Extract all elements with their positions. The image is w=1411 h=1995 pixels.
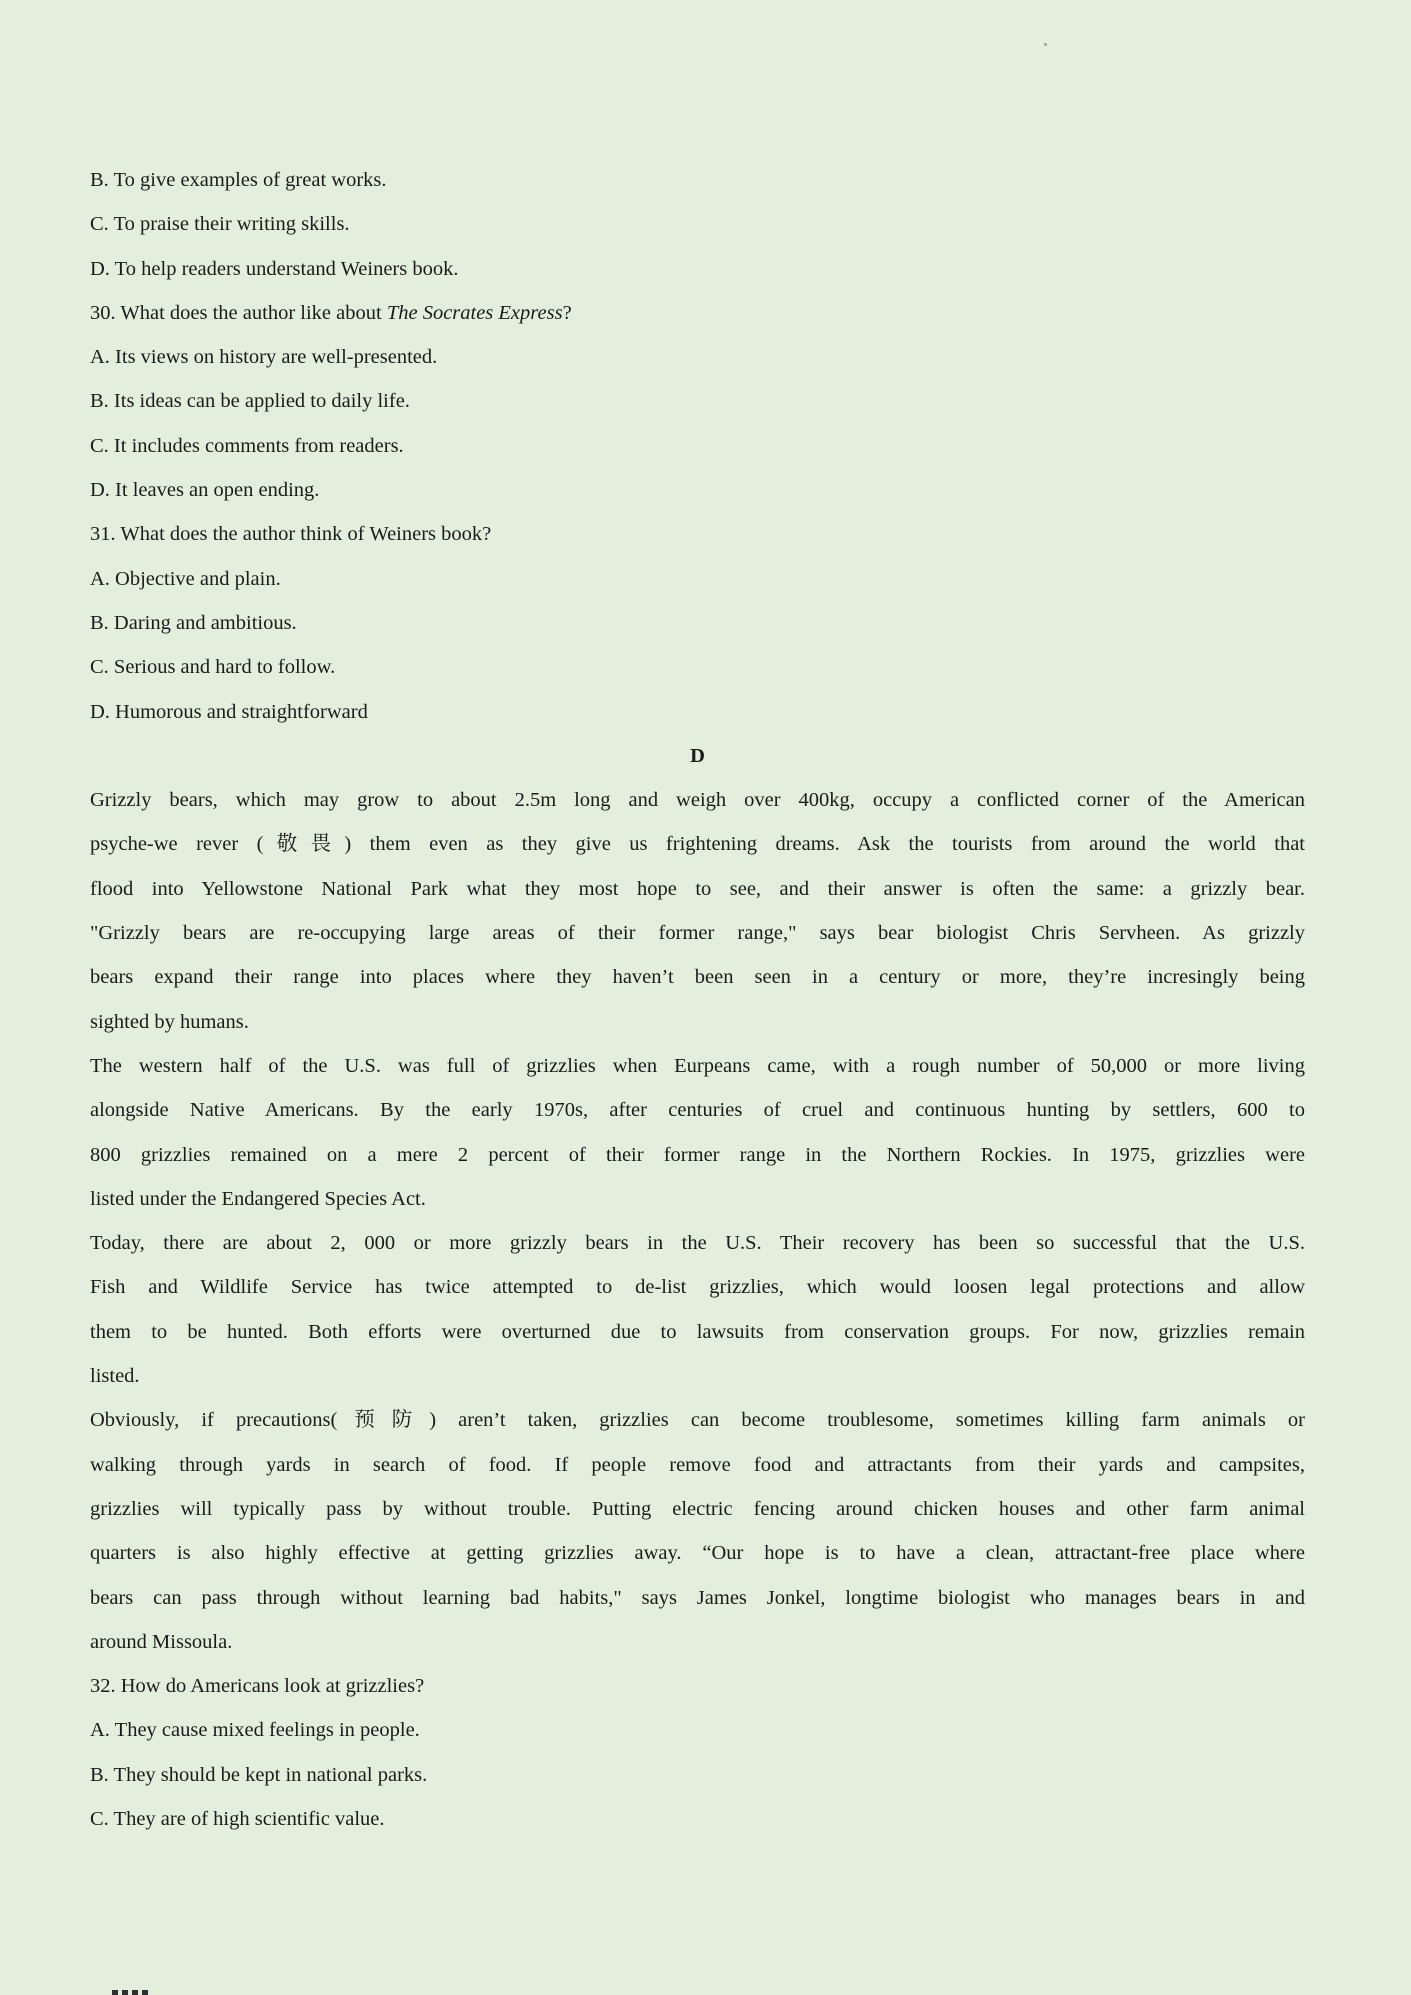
passage-line: Grizzly bears, which may grow to about 2.5m long and weigh over 400kg, occupy a conflicted corner of the American — [90, 789, 1305, 812]
passage-line: around Missoula. — [90, 1630, 233, 1653]
option-line: C. To praise their writing skills. — [90, 213, 350, 236]
passage-paragraph — [90, 778, 1305, 1044]
option-line: A. They cause mixed feelings in people. — [90, 1719, 420, 1742]
question-30 — [90, 291, 1305, 335]
section-d-header: D — [690, 744, 705, 767]
passage-line: 800 grizzlies remained on a mere 2 percent of their former range in the Northern Rockies. In 1975, grizzlies were — [90, 1143, 1305, 1166]
passage-line: alongside Native Americans. By the early 1970s, after centuries of cruel and continuous hunting by settlers, 600 to — [90, 1099, 1305, 1122]
option-line: A. Its views on history are well-presented. — [90, 346, 438, 369]
question-31: 31. What does the author think of Weiners book? — [90, 523, 492, 546]
stray-dot-artifact — [1044, 43, 1047, 46]
passage-line: quarters is also highly effective at getting grizzlies away. “Our hope is to have a clean, attractant-free place where — [90, 1542, 1305, 1565]
passage-line: walking through yards in search of food. If people remove food and attractants from their yards and campsites, — [90, 1453, 1305, 1476]
passage-line: Today, there are about 2, 000 or more grizzly bears in the U.S. Their recovery has been so successful that the U.S. — [90, 1232, 1305, 1255]
question-29-options — [90, 158, 1305, 291]
question-30-suffix: ? — [562, 301, 572, 324]
option-line: C. It includes comments from readers. — [90, 434, 404, 457]
exam-text-block — [90, 158, 1305, 1841]
option-line: B. To give examples of great works. — [90, 169, 387, 191]
passage-paragraph — [90, 1044, 1305, 1221]
cutoff-text-fragment — [112, 1990, 150, 1995]
question-32-options — [90, 1708, 1305, 1841]
option-line: A. Objective and plain. — [90, 567, 281, 590]
passage-line: flood into Yellowstone National Park what they most hope to see, and their answer is often the same: a grizzly bear. — [90, 877, 1305, 900]
passage-line: "Grizzly bears are re-occupying large areas of their former range," says bear biologist Chris Servheen. As grizzly — [90, 922, 1305, 945]
passage-line: bears can pass through without learning bad habits," says James Jonkel, longtime biologist who manages bears in and — [90, 1586, 1305, 1609]
question-30-prefix: 30. What does the author like about — [90, 301, 387, 324]
option-line: B. They should be kept in national parks. — [90, 1763, 428, 1786]
option-line: D. Humorous and straightforward — [90, 700, 368, 723]
option-line: B. Daring and ambitious. — [90, 611, 297, 634]
passage-line: sighted by humans. — [90, 1010, 249, 1033]
question-30-options — [90, 335, 1305, 512]
option-line: D. It leaves an open ending. — [90, 479, 320, 502]
question-31-options — [90, 557, 1305, 734]
option-line: C. They are of high scientific value. — [90, 1807, 385, 1830]
option-line: B. Its ideas can be applied to daily life. — [90, 390, 410, 413]
passage-line: them to be hunted. Both efforts were overturned due to lawsuits from conservation groups. For now, grizzlies remain — [90, 1320, 1305, 1343]
question-32: 32. How do Americans look at grizzlies? — [90, 1675, 425, 1698]
passage-line: bears expand their range into places where they haven’t been seen in a century or more, they’re incresingly being — [90, 966, 1305, 989]
passage-line: grizzlies will typically pass by without trouble. Putting electric fencing around chicken houses and other farm animal — [90, 1497, 1305, 1520]
passage-line: psyche-we rever (敬畏) them even as they give us frightening dreams. Ask the tourists from around the world that — [90, 833, 1305, 856]
passage-line: Fish and Wildlife Service has twice attempted to de-list grizzlies, which would loosen legal protections and allow — [90, 1276, 1305, 1299]
option-line: C. Serious and hard to follow. — [90, 656, 336, 679]
passage-line: The western half of the U.S. was full of grizzlies when Eurpeans came, with a rough number of 50,000 or more living — [90, 1054, 1305, 1077]
passage-line: Obviously, if precautions(预防) aren’t taken, grizzlies can become troublesome, sometimes killing farm animals or — [90, 1409, 1305, 1432]
passage-paragraph — [90, 1398, 1305, 1664]
passage-line: listed. — [90, 1365, 140, 1388]
passage-line: listed under the Endangered Species Act. — [90, 1187, 426, 1210]
passage-paragraph — [90, 1221, 1305, 1398]
passage-paragraphs — [90, 778, 1305, 1664]
book-title-italic: The Socrates Express — [386, 301, 563, 324]
option-line: D. To help readers understand Weiners book. — [90, 257, 459, 280]
